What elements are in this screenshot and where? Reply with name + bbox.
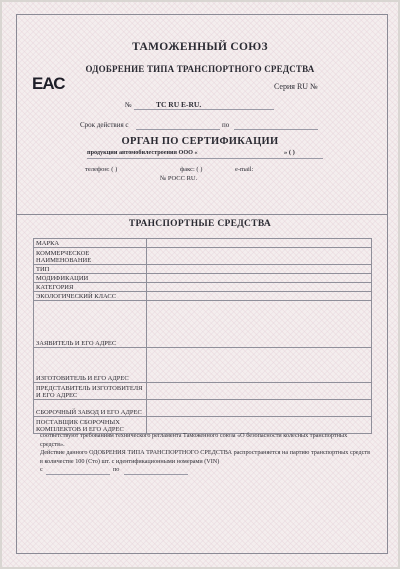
validity-to-label: по [222, 121, 230, 129]
row-value [147, 400, 372, 417]
row-label: ПОСТАВЩИК СБОРОЧНЫХ КОМПЛЕКТОВ И ЕГО АДРЕС [34, 417, 147, 434]
organ-title: ОРГАН ПО СЕРТИФИКАЦИИ [121, 136, 279, 147]
row-value [147, 248, 372, 265]
compliance-text: соответствуют требованиям технического регламента Таможенного союза «О безопасности колесных транспортных средств». [40, 432, 348, 448]
row-label: ТИП [34, 265, 147, 274]
vin-from-underline [46, 474, 110, 475]
email-label: e-mail: [235, 166, 254, 173]
row-label: КАТЕГОРИЯ [34, 283, 147, 292]
table-row [34, 283, 372, 292]
table-row [34, 301, 372, 348]
vin-to-underline [124, 474, 188, 475]
table-row [34, 417, 372, 434]
vehicles-table [33, 238, 372, 434]
row-label: МАРКА [34, 239, 147, 248]
producer-end: » ( ) [284, 149, 295, 156]
table-row [34, 248, 372, 265]
number-underline [134, 109, 274, 110]
action-text: Действие данного ОДОБРЕНИЯ ТИПА ТРАНСПОРТНОГО СРЕДСТВА распространяется на партию транспортных средств в количестве 100 (Сто) шт. с идентификационными номерами (VIN) [40, 449, 370, 465]
row-label: СБОРОЧНЫЙ ЗАВОД И ЕГО АДРЕС [34, 400, 147, 417]
row-value [147, 274, 372, 283]
union-title: ТАМОЖЕННЫЙ СОЮЗ [132, 41, 268, 53]
row-label: МОДИФИКАЦИИ [34, 274, 147, 283]
producer-underline [87, 158, 323, 159]
row-value [147, 292, 372, 301]
fax-label: факс: ( ) [180, 166, 203, 173]
producer-label: продукции автомобилестроения ООО « [87, 149, 198, 156]
table-row [34, 400, 372, 417]
table-row [34, 265, 372, 274]
row-value [147, 265, 372, 274]
row-label: ЗАЯВИТЕЛЬ И ЕГО АДРЕС [34, 301, 147, 348]
row-label: ИЗГОТОВИТЕЛЬ И ЕГО АДРЕС [34, 348, 147, 383]
row-label: ПРЕДСТАВИТЕЛЬ ИЗГОТОВИТЕЛЯ И ЕГО АДРЕС [34, 383, 147, 400]
validity-from-underline [136, 129, 220, 130]
row-value [147, 283, 372, 292]
vin-from-label: с [40, 466, 43, 473]
section-divider [16, 214, 388, 215]
row-value [147, 348, 372, 383]
eac-logo-icon: ЕАС [32, 74, 65, 93]
table-row [34, 274, 372, 283]
phone-label: телефон: ( ) [85, 166, 118, 173]
row-label: КОММЕРЧЕСКОЕ НАИМЕНОВАНИЕ [34, 248, 147, 265]
validity-from-label: Срок действия с [80, 121, 129, 129]
vin-to-label: по [113, 466, 120, 473]
vehicles-title: ТРАНСПОРТНЫЕ СРЕДСТВА [128, 219, 272, 229]
row-value [147, 239, 372, 248]
table-row [34, 292, 372, 301]
series-label: Серия RU № [274, 82, 318, 91]
table-row [34, 239, 372, 248]
row-value [147, 301, 372, 348]
validity-to-underline [234, 129, 318, 130]
row-value [147, 417, 372, 434]
number-label: № [125, 101, 132, 109]
row-label: ЭКОЛОГИЧЕСКИЙ КЛАСС [34, 292, 147, 301]
row-value [147, 383, 372, 400]
table-row [34, 348, 372, 383]
document-title: ОДОБРЕНИЕ ТИПА ТРАНСПОРТНОГО СРЕДСТВА [85, 64, 315, 74]
ross-number-label: № РОСС RU. [160, 175, 198, 182]
table-row [34, 383, 372, 400]
number-value: ТС RU E-RU. [156, 100, 202, 109]
